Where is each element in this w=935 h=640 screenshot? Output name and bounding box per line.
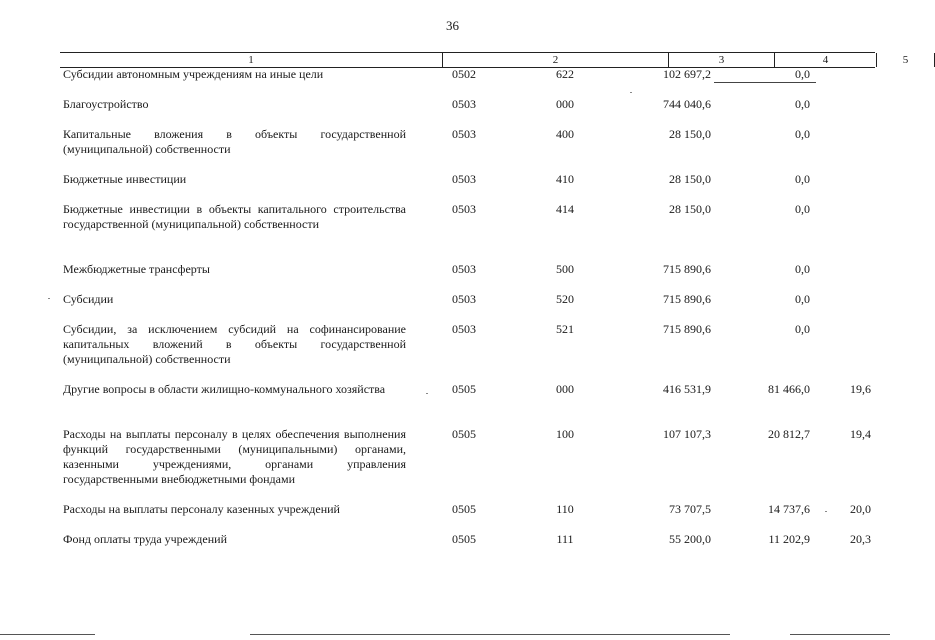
footer-rule-center [250,634,730,635]
row-code: 0503 [452,127,476,141]
row-code: 0505 [452,382,476,396]
row-name: Другие вопросы в области жилищно-коммунального хозяйства [63,382,386,396]
row-kvr: 520 [556,292,574,306]
row-name: Фонд оплаты труда учреждений [63,532,227,546]
row-amount: 28 150,0 [669,202,711,216]
row-exec: 0,0 [795,127,810,141]
row-amount: 102 697,2 [663,67,711,81]
scan-speck [48,298,50,299]
row-kvr: 100 [556,427,574,441]
row-exec: 11 202,9 [768,532,810,546]
row-kvr: 410 [556,172,574,186]
row-kvr: 111 [556,532,574,546]
row-amount: 416 531,9 [663,382,711,396]
row-amount: 28 150,0 [669,172,711,186]
row-exec: 0,0 [795,67,810,81]
row-name: Благоустройство [63,97,149,111]
row-pct: 19,6 [850,382,871,396]
row-pct: 20,3 [850,532,871,546]
scan-speck [630,92,632,93]
row-amount: 55 200,0 [669,532,711,546]
footer-rule-right [790,634,890,635]
row-name: Расходы на выплаты персоналу в целях обеспечения выполнения функций государственными (муниципальными) органами, казенными учреждениями, органами управления государственными внебюджетными фондами [63,427,406,486]
row-code: 0503 [452,262,476,276]
row-kvr: 110 [556,502,574,516]
scan-speck [825,511,827,512]
header-col-2: 2 [442,53,668,67]
row-code: 0502 [452,67,476,81]
header-col-5: 5 [876,53,935,67]
row-exec: 0,0 [795,292,810,306]
row-amount: 73 707,5 [669,502,711,516]
row-exec: 81 466,0 [768,382,810,396]
row-kvr: 000 [556,382,574,396]
row-name: Субсидии автономным учреждениям на иные цели [63,67,324,81]
scan-speck [426,393,428,394]
row-kvr: 400 [556,127,574,141]
row-kvr: 000 [556,97,574,111]
row-code: 0503 [452,322,476,336]
page-number: 36 [446,18,459,33]
row-pct: 20,0 [850,502,871,516]
row-exec: 0,0 [795,172,810,186]
header-col-4: 4 [774,53,876,67]
header-col-3: 3 [668,53,774,67]
row-code: 0505 [452,532,476,546]
row-exec: 0,0 [795,322,810,336]
row-exec: 0,0 [795,262,810,276]
row-exec: 0,0 [795,202,810,216]
row-amount: 28 150,0 [669,127,711,141]
row-name: Субсидии, за исключением субсидий на софинансирование капитальных вложений в объекты государственной (муниципальной) собственности [63,322,406,366]
row-amount: 107 107,3 [663,427,711,441]
row-rule [714,82,816,83]
row-code: 0503 [452,202,476,216]
row-name: Бюджетные инвестиции [63,172,187,186]
footer-rule-left [0,634,95,635]
row-name: Капитальные вложения в объекты государственной (муниципальной) собственности [63,127,406,156]
row-amount: 715 890,6 [663,322,711,336]
row-kvr: 521 [556,322,574,336]
row-exec: 14 737,6 [768,502,810,516]
row-name: Бюджетные инвестиции в объекты капитального строительства государственной (муниципальной) собственности [63,202,406,231]
row-amount: 715 890,6 [663,292,711,306]
row-code: 0503 [452,97,476,111]
row-code: 0505 [452,427,476,441]
row-name: Межбюджетные трансферты [63,262,210,276]
row-exec: 0,0 [795,97,810,111]
table-header [60,52,909,68]
row-pct: 19,4 [850,427,871,441]
row-code: 0505 [452,502,476,516]
row-name: Субсидии [63,292,114,306]
row-code: 0503 [452,172,476,186]
row-kvr: 622 [556,67,574,81]
row-name: Расходы на выплаты персоналу казенных учреждений [63,502,340,516]
row-amount: 744 040,6 [663,97,711,111]
row-kvr: 414 [556,202,574,216]
header-col-1: 1 [248,54,254,66]
row-kvr: 500 [556,262,574,276]
row-code: 0503 [452,292,476,306]
row-amount: 715 890,6 [663,262,711,276]
row-exec: 20 812,7 [768,427,810,441]
